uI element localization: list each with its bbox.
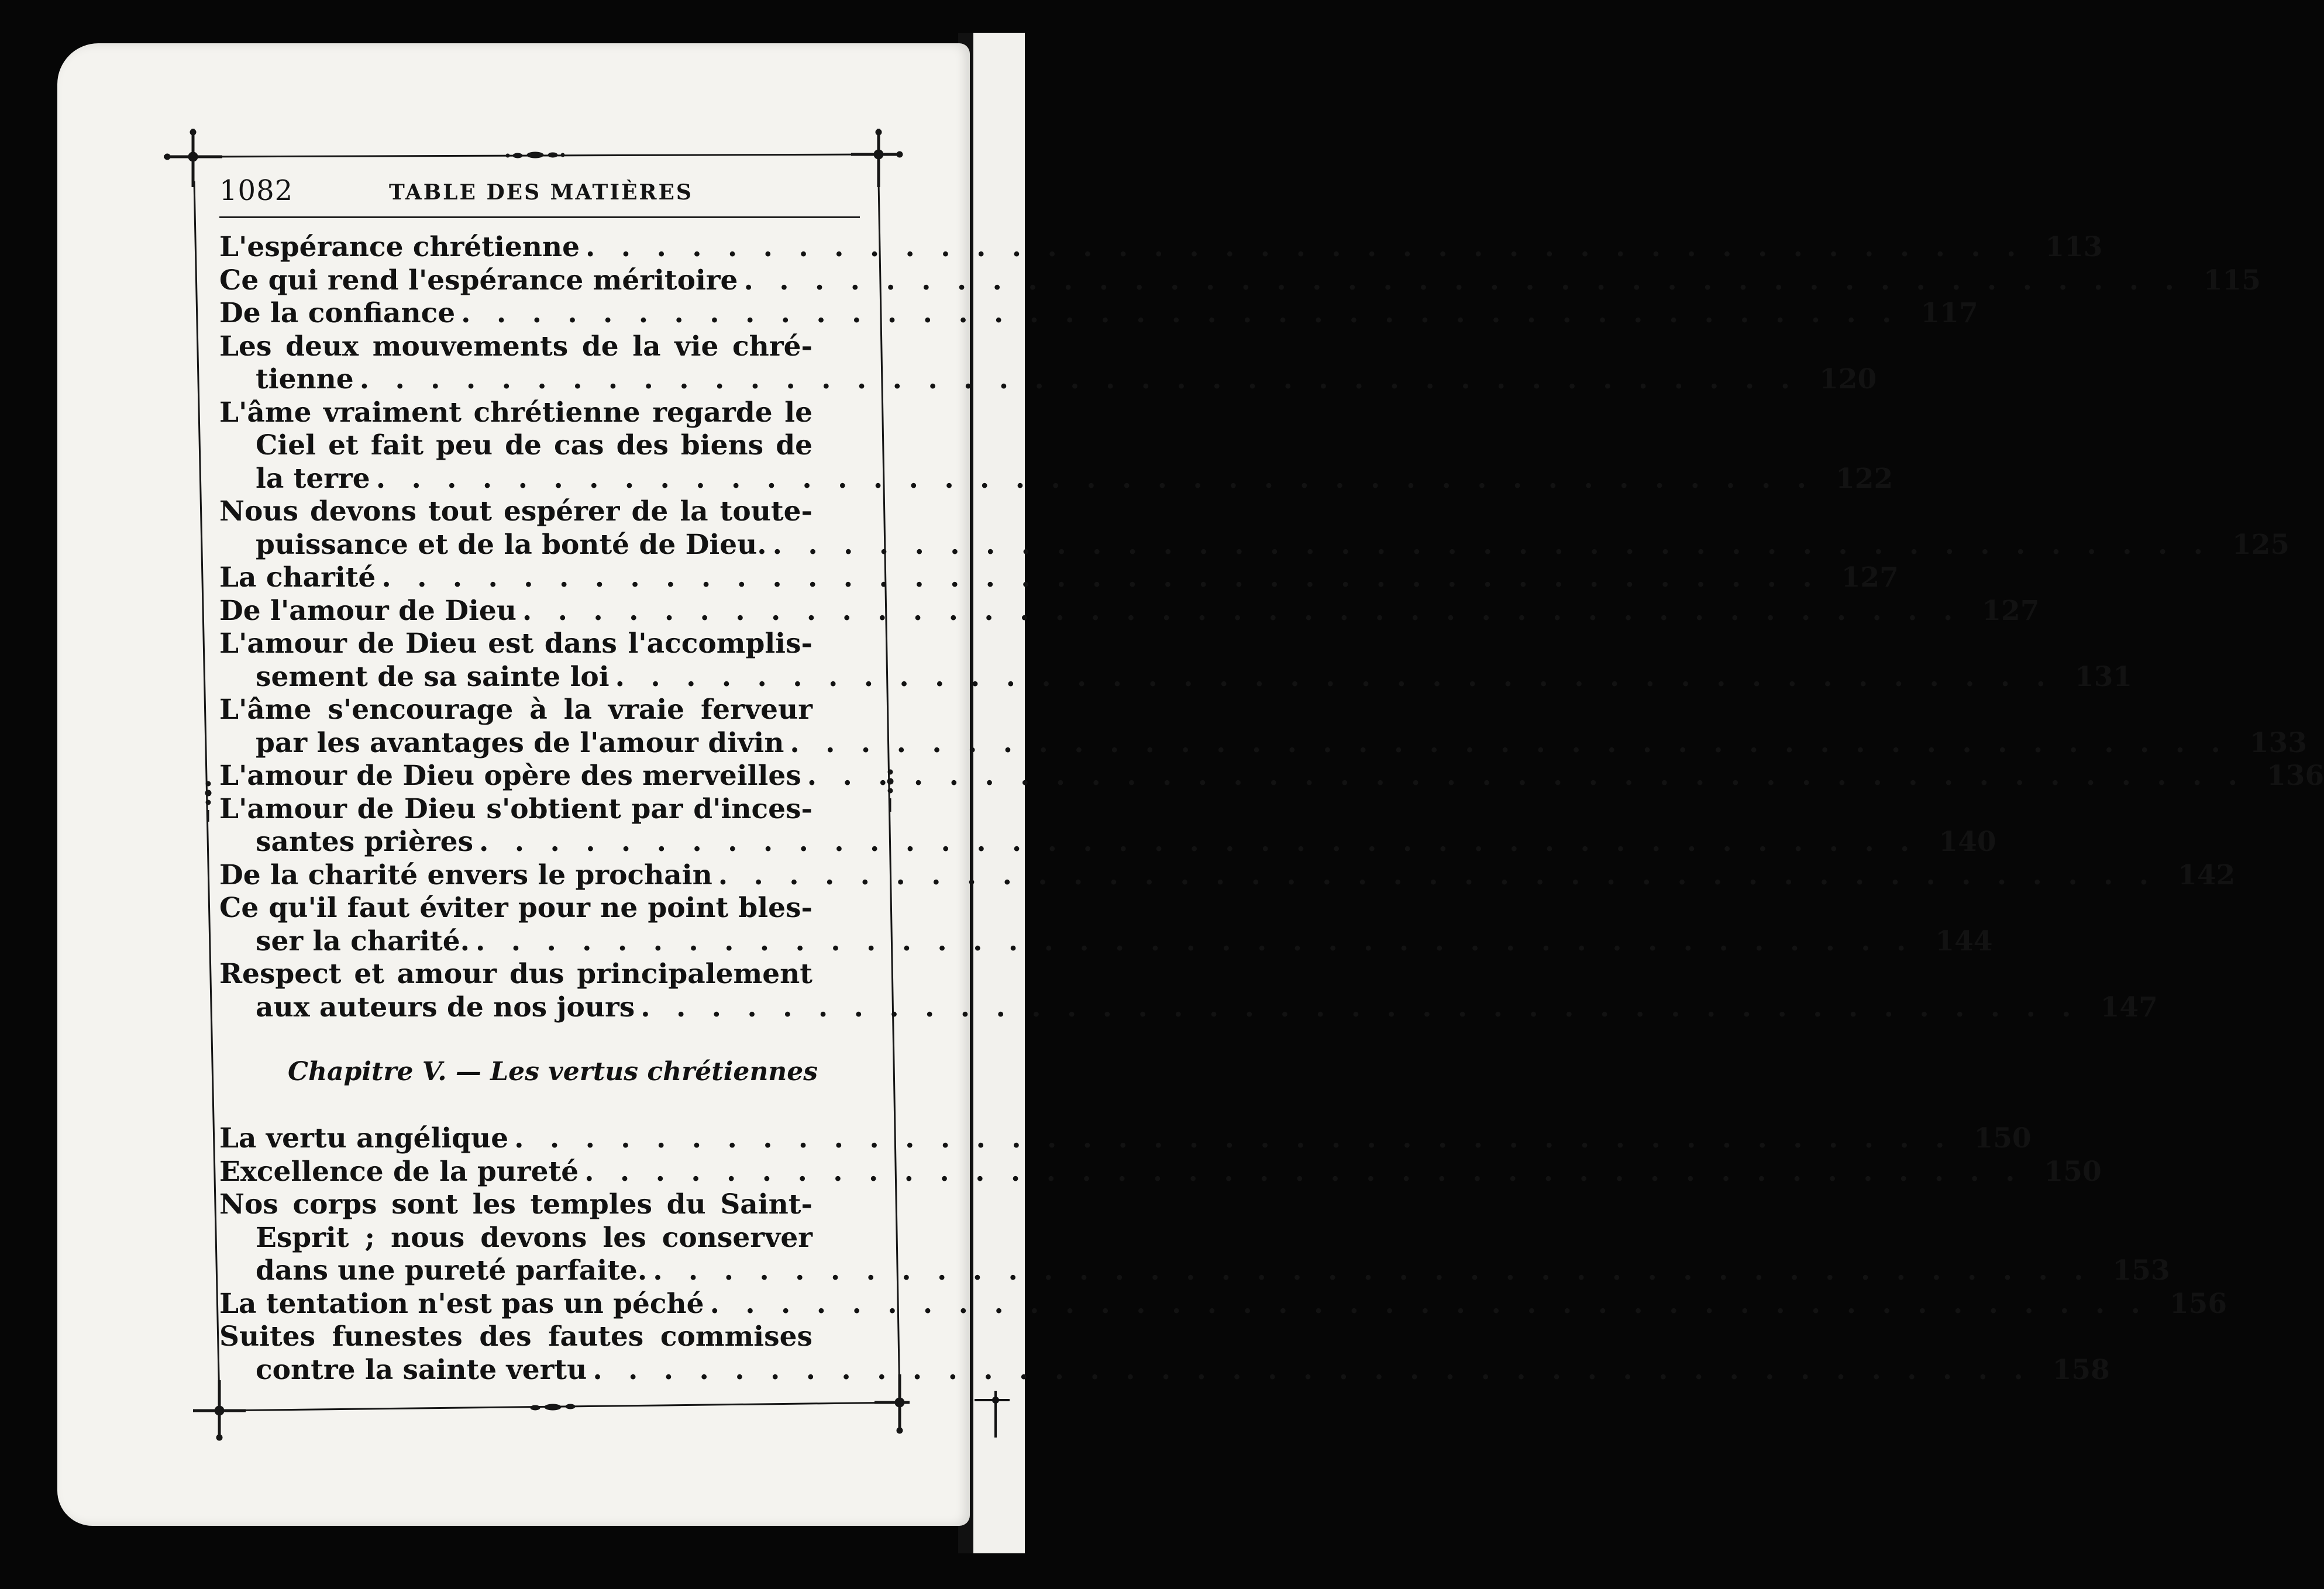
toc-entry-text: Nos corps sont les temples du Saint- (219, 1188, 812, 1221)
toc-entry (219, 1287, 2227, 1321)
toc-entry-line (219, 297, 1978, 330)
toc-entry-line (219, 1188, 886, 1222)
toc-page-number: 153 (2112, 1254, 2170, 1287)
dot-leader: . . . . . . . . . . . . . . . . . . . . . . . . . . . . . . . . . . . . . . . . . (522, 594, 1961, 627)
toc-entry-text: De la charité envers le prochain (219, 859, 712, 891)
toc-entry-text: De la confiance (219, 297, 456, 329)
toc-entry-text: Ciel et fait peu de cas des biens de (256, 429, 812, 461)
toc-entry-text: Ce qu'il faut éviter pour ne point bles- (219, 892, 812, 924)
toc-page-number: 156 (2169, 1287, 2227, 1320)
toc-entry (219, 561, 1899, 595)
toc-entry-line (219, 231, 2103, 264)
toc-entry (219, 1122, 2032, 1156)
dot-leader: . . . . . . . . . . . . . . . . . . . . . . . . . . . . . . . . . . . . . . . . . (653, 1254, 2092, 1287)
toc-entry-text: puissance et de la bonté de Dieu. (256, 528, 767, 561)
dot-leader: . . . . . . . . . . . . . . . . . . . . . . . . . . . . . . . . . . . . . . . . . (476, 925, 1915, 957)
toc-entry-text: Esprit ; nous devons les conserver (256, 1221, 812, 1254)
toc-entry-text: L'amour de Dieu s'obtient par d'inces- (219, 792, 812, 825)
dot-leader: . . . . . . . . . . . . . . . . . . . . . . . . . . . . . . . . . . . . . . . . . (641, 991, 2079, 1023)
dot-leader: . . . . . . . . . . . . . . . . . . . . . . . . . . . . . . . . . . . . . . . . . (718, 859, 2157, 891)
dot-leader: . . . . . . . . . . . . . . . . . . . . . . . . . . . . . . . . . . . . . . . . . (514, 1122, 1953, 1154)
toc-page-number: 150 (2044, 1155, 2102, 1188)
toc-entry (219, 396, 1893, 496)
toc-entry (219, 594, 2040, 628)
toc-entry (219, 792, 1996, 859)
toc-entry-text: La charité (219, 561, 376, 594)
bottom-left-cross-ornament-icon (193, 1380, 246, 1440)
dot-leader: . . . . . . . . . . . . . . . . . . . . . . . . . . . . . . . . . . . . . . . . . (790, 726, 2229, 759)
toc-entries-group-a (219, 231, 2324, 1024)
toc-entry-line (219, 495, 886, 529)
header-rule (219, 216, 860, 218)
dot-leader: . . . . . . . . . . . . . . . . . . . . . . . . . . . . . . . . . . . . . . . . . (586, 231, 2025, 263)
toc-entry-line (219, 859, 2236, 892)
toc-entry-text: Les deux mouvements de la vie chré- (219, 330, 812, 363)
toc-page-number: 113 (2045, 231, 2103, 263)
toc-page-number: 150 (1974, 1122, 2032, 1154)
dot-leader: . . . . . . . . . . . . . . . . . . . . . . . . . . . . . . . . . . . . . . . . . (743, 264, 2182, 297)
dot-leader: . . . . . . . . . . . . . . . . . . . . . . . . . . . . . . . . . . . . . . . . . (584, 1155, 2023, 1188)
toc-entry (219, 859, 2236, 892)
toc-entry-text: ser la charité. (256, 925, 470, 957)
toc-entry (219, 760, 2324, 793)
toc-entry (219, 330, 1877, 397)
toc-entry (219, 694, 2307, 760)
toc-entry-line (219, 1155, 2102, 1189)
toc-entry-text: contre la sainte vertu (256, 1353, 587, 1386)
toc-entry (219, 1155, 2102, 1189)
toc-entries-group-b (219, 1122, 2227, 1387)
toc-page-number: 117 (1920, 297, 1978, 329)
toc-entry-text: Respect et amour dus principalement (219, 958, 812, 990)
toc-page-number: 158 (2052, 1353, 2110, 1386)
toc-entry-line (219, 1287, 2227, 1321)
toc-entry-text: L'amour de Dieu est dans l'accomplis- (219, 628, 812, 660)
toc-entry-text: L'amour de Dieu opère des merveilles (219, 760, 801, 792)
toc-entry-line (219, 528, 2290, 562)
toc-entry-line (219, 594, 2040, 628)
toc-page-number: 127 (1982, 594, 2040, 627)
toc-entry-text: dans une pureté parfaite. (256, 1254, 648, 1287)
dot-leader: . . . . . . . . . . . . . . . . . . . . . . . . . . . . . . . . . . . . . . . . . (807, 760, 2246, 792)
dot-leader: . . . . . . . . . . . . . . . . . . . . . . . . . . . . . . . . . . . . . . . . . (593, 1353, 2032, 1386)
dot-leader: . . . . . . . . . . . . . . . . . . . . . . . . . . . . . . . . . . . . . . . . . (359, 363, 1799, 395)
toc-entry-text: Suites funestes des fautes commises (219, 1321, 812, 1353)
toc-entry-text: aux auteurs de nos jours (256, 991, 635, 1023)
toc-entry-line (219, 462, 1893, 496)
toc-entry-text: Nous devons tout espérer de la toute- (219, 495, 812, 528)
toc-entry-line (219, 561, 1899, 595)
toc-entry-line (219, 1254, 2170, 1288)
toc-entry-text: La vertu angélique (219, 1122, 509, 1154)
toc-entry-line (219, 1353, 2110, 1387)
toc-entry-line (219, 958, 886, 991)
toc-entry (219, 1321, 2110, 1387)
dot-leader: . . . . . . . . . . . . . . . . . . . . . . . . . . . . . . . . . . . . . . . . . (479, 826, 1918, 858)
dot-leader: . . . . . . . . . . . . . . . . . . . . . . . . . . . . . . . . . . . . . . . . . (376, 462, 1815, 495)
toc-entry (219, 628, 2133, 694)
toc-entry-line (219, 991, 2158, 1025)
toc-entry (219, 1188, 2170, 1288)
toc-entry-line (219, 660, 2133, 694)
toc-entry-line (219, 925, 1993, 959)
toc-entry-line (219, 628, 886, 661)
toc-entry-text: santes prières (256, 826, 474, 858)
toc-entry (219, 264, 2261, 298)
dot-leader: . . . . . . . . . . . . . . . . . . . . . . . . . . . . . . . . . . . . . . . . . (381, 561, 1820, 594)
top-left-cross-ornament-icon (164, 129, 222, 187)
page-number: 1082 (219, 174, 294, 207)
toc-entry-text: La tentation n'est pas un péché (219, 1287, 704, 1320)
toc-entry-text: par les avantages de l'amour divin (256, 726, 784, 759)
running-title: TABLE DES MATIÈRES (389, 180, 693, 205)
toc-entry (219, 958, 2158, 1024)
dot-leader: . . . . . . . . . . . . . . . . . . . . . . . . . . . . . . . . . . . . . . . . . (710, 1287, 2149, 1320)
toc-entry-text: L'espérance chrétienne (219, 231, 580, 263)
toc-entry (219, 495, 2290, 561)
chapter-heading: Chapitre V. — Les vertus chrétiennes (287, 1057, 818, 1087)
toc-entry (219, 231, 2103, 264)
toc-entry-line (219, 760, 2324, 793)
dot-leader: . . . . . . . . . . . . . . . . . . . . . . . . . . . . . . . . . . . . . . . . . (772, 528, 2212, 561)
toc-entry-text: Ce qui rend l'espérance méritoire (219, 264, 738, 297)
toc-page-number: 125 (2232, 528, 2290, 561)
toc-entry-line (219, 793, 886, 826)
toc-entry-line (219, 429, 886, 463)
bottom-rule-fleuron-icon (531, 1404, 575, 1410)
toc-entry-line (219, 1122, 2032, 1156)
page-header (219, 174, 863, 215)
toc-page-number: 131 (2075, 660, 2133, 693)
toc-entry-line (219, 1222, 886, 1255)
toc-page-number: 120 (1819, 363, 1877, 395)
toc-entry-line (219, 264, 2261, 298)
toc-entry-line (219, 726, 2307, 760)
toc-entry-text: sement de sa sainte loi (256, 660, 610, 693)
toc-entry (219, 297, 1978, 330)
toc-page-number: 127 (1841, 561, 1899, 594)
toc-entry-line (219, 1321, 886, 1354)
toc-page-number: 122 (1836, 462, 1893, 495)
toc-entry-text: tienne (256, 363, 354, 395)
toc-page-number: 142 (2178, 859, 2236, 891)
toc-entry-line (219, 397, 886, 430)
toc-entry-line (219, 330, 886, 364)
facing-page-cross-ornament-icon (975, 1391, 1010, 1438)
toc-entry-text: L'âme vraiment chrétienne regarde le (219, 396, 812, 429)
toc-entry-line (219, 694, 886, 727)
toc-entry-text: Excellence de la pureté (219, 1155, 579, 1188)
toc-entry-line (219, 892, 886, 925)
table-of-contents (219, 231, 2324, 1387)
toc-page-number: 136 (2267, 760, 2324, 792)
toc-entry-text: la terre (256, 462, 370, 495)
toc-entry-text: De l'amour de Dieu (219, 594, 517, 627)
toc-page-number: 133 (2249, 726, 2307, 759)
toc-entry-line (219, 363, 1877, 397)
toc-page-number: 140 (1939, 826, 1996, 858)
toc-entry (219, 892, 1993, 958)
dot-leader: . . . . . . . . . . . . . . . . . . . . . . . . . . . . . . . . . . . . . . . . . (461, 297, 1900, 329)
dot-leader: . . . . . . . . . . . . . . . . . . . . . . . . . . . . . . . . . . . . . . . . . (615, 660, 2054, 693)
toc-page-number: 147 (2100, 991, 2158, 1023)
toc-page-number: 144 (1935, 925, 1993, 957)
toc-entry-line (219, 826, 1996, 859)
toc-page-number: 115 (2203, 264, 2261, 297)
toc-entry-text: L'âme s'encourage à la vraie ferveur (219, 694, 812, 726)
top-rule-fleuron-icon (506, 152, 564, 158)
